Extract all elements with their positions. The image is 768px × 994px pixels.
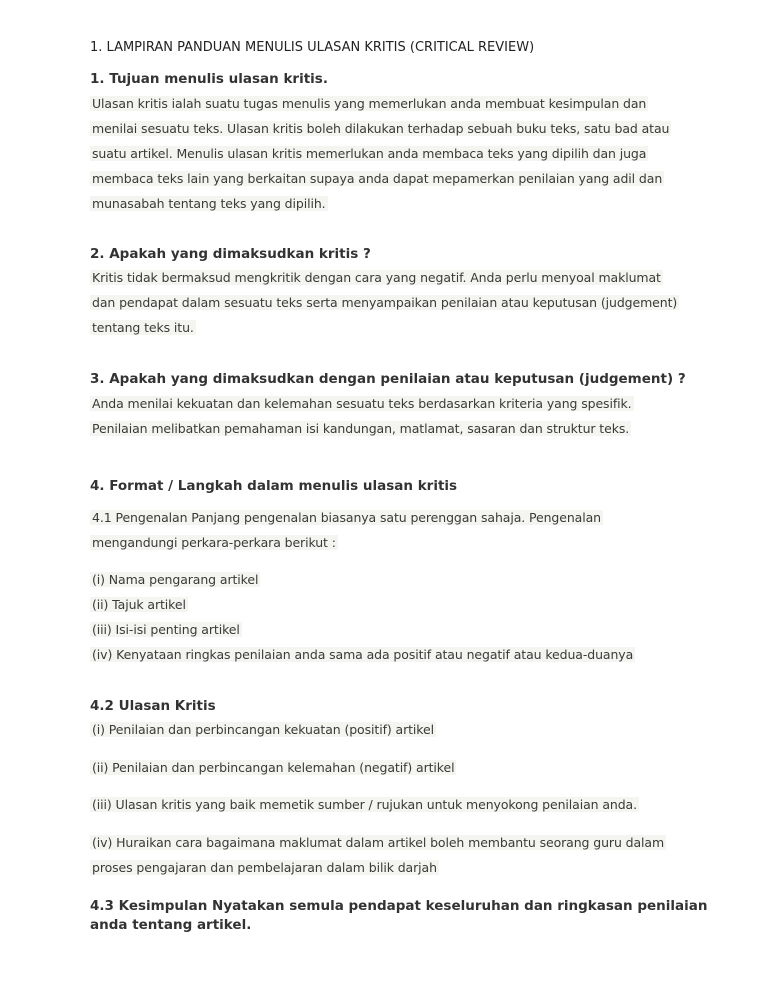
section-4-2-item: (iii) Ulasan kritis yang baik memetik sumber / rujukan untuk menyokong penilaian anda. bbox=[92, 797, 637, 812]
section-4-2-item: (i) Penilaian dan perbincangan kekuatan (positif) artikel bbox=[92, 722, 434, 737]
section-2-line: tentang teks itu. bbox=[92, 320, 194, 335]
section-4-2-heading: 4.2 Ulasan Kritis bbox=[90, 698, 216, 714]
list-item: (iii) Isi-isi penting artikel bbox=[92, 622, 240, 637]
section-4-intro-line: 4.1 Pengenalan Panjang pengenalan biasanya satu perenggan sahaja. Pengenalan bbox=[92, 510, 601, 525]
section-4-intro-line: mengandungi perkara-perkara berikut : bbox=[92, 535, 336, 550]
list-item: (iv) Kenyataan ringkas penilaian anda sama ada positif atau negatif atau kedua-duanya bbox=[92, 647, 634, 662]
section-4-3-line: anda tentang artikel. bbox=[90, 917, 252, 933]
section-3-line: Anda menilai kekuatan dan kelemahan sesuatu teks berdasarkan kriteria yang spesifik. bbox=[92, 396, 632, 411]
section-1-line: Ulasan kritis ialah suatu tugas menulis yang memerlukan anda membuat kesimpulan dan bbox=[92, 96, 647, 111]
section-1-line: suatu artikel. Menulis ulasan kritis memerlukan anda membaca teks yang dipilih dan juga bbox=[92, 146, 647, 161]
section-1-heading: 1. Tujuan menulis ulasan kritis. bbox=[90, 71, 328, 87]
section-2-line: Kritis tidak bermaksud mengkritik dengan cara yang negatif. Anda perlu menyoal maklumat bbox=[92, 270, 661, 285]
section-4-2-item: (ii) Penilaian dan perbincangan kelemahan (negatif) artikel bbox=[92, 760, 455, 775]
document-title: 1. LAMPIRAN PANDUAN MENULIS ULASAN KRITIS (CRITICAL REVIEW) bbox=[90, 40, 535, 55]
section-4-heading: 4. Format / Langkah dalam menulis ulasan kritis bbox=[90, 478, 458, 494]
section-4-2-item: (iv) Huraikan cara bagaimana maklumat dalam artikel boleh membantu seorang guru dalam bbox=[92, 835, 665, 850]
list-item: (i) Nama pengarang artikel bbox=[92, 572, 259, 587]
section-1-line: munasabah tentang teks yang dipilih. bbox=[92, 196, 326, 211]
section-1-line: menilai sesuatu teks. Ulasan kritis boleh dilakukan terhadap sebuah buku teks, satu bad atau bbox=[92, 121, 670, 136]
list-item: (ii) Tajuk artikel bbox=[92, 597, 186, 612]
section-1-line: membaca teks lain yang berkaitan supaya anda dapat mepamerkan penilaian yang adil dan bbox=[92, 171, 663, 186]
section-2-line: dan pendapat dalam sesuatu teks serta menyampaikan penilaian atau keputusan (judgement) bbox=[92, 295, 678, 310]
section-2-heading: 2. Apakah yang dimaksudkan kritis ? bbox=[90, 246, 371, 262]
section-3-line: Penilaian melibatkan pemahaman isi kandungan, matlamat, sasaran dan struktur teks. bbox=[92, 421, 630, 436]
section-3-heading: 3. Apakah yang dimaksudkan dengan penilaian atau keputusan (judgement) ? bbox=[90, 371, 686, 387]
section-4-2-item: proses pengajaran dan pembelajaran dalam bilik darjah bbox=[92, 860, 437, 875]
section-4-3-line: 4.3 Kesimpulan Nyatakan semula pendapat keseluruhan dan ringkasan penilaian bbox=[90, 898, 708, 914]
